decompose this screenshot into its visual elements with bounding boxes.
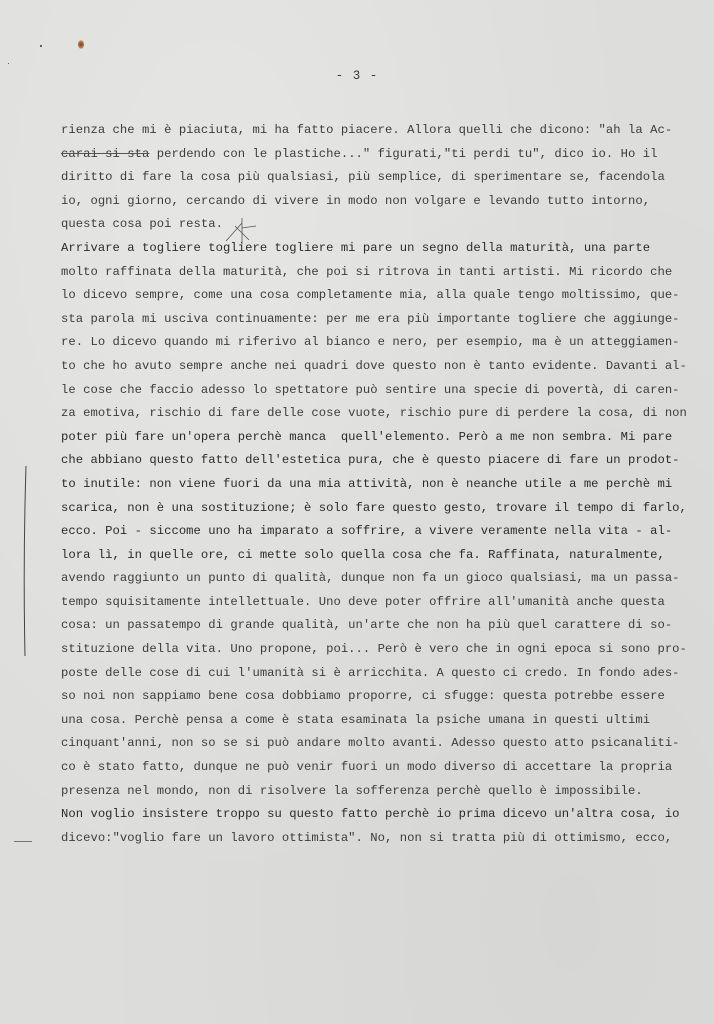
text-line: stituzione della vita. Uno propone, poi... Però è vero che in ogni epoca si sono pro- bbox=[61, 642, 687, 657]
text-line: tempo squisitamente intellettuale. Uno deve poter offrire all'umanità anche questa bbox=[61, 594, 665, 609]
margin-pencil-dash bbox=[14, 841, 32, 842]
text-line: questa cosa poi resta. bbox=[61, 217, 224, 232]
text-line: scarica, non è una sostituzione; è solo fare questo gesto, trovare il tempo di farlo, bbox=[61, 500, 687, 515]
text-line: Non voglio insistere troppo su questo fatto perchè io prima dicevo un'altra cosa, io bbox=[61, 807, 680, 822]
text-line-with-strikethrough bbox=[61, 143, 706, 167]
text-line: to inutile: non viene fuori da una mia attività, non è neanche utile a me perchè mi bbox=[61, 476, 673, 491]
text-line: poste delle cose di cui l'umanità si è arricchita. A questo ci credo. In fondo ades- bbox=[61, 665, 680, 680]
text-line: Arrivare a togliere togliere togliere mi pare un segno della maturità, una parte bbox=[61, 240, 651, 255]
text-line: presenza nel mondo, non di risolvere la sofferenza perchè quello è impossibile. bbox=[61, 783, 643, 798]
text-line: io, ogni giorno, cercando di vivere in modo non volgare e levando tutto intorno, bbox=[61, 193, 651, 208]
text-line: rienza che mi è piaciuta, mi ha fatto piacere. Allora quelli che dicono: "ah la Ac- bbox=[61, 123, 673, 137]
text-line: za emotiva, rischio di fare delle cose vuote, rischio pure di perdere la cosa, di non bbox=[61, 406, 687, 421]
handwritten-asterisk-icon bbox=[223, 216, 257, 246]
ink-speck bbox=[40, 45, 42, 47]
text-line: cosa: un passatempo di grande qualità, un'arte che non ha più quel carattere di so- bbox=[61, 618, 673, 633]
text-line: diritto di fare la cosa più qualsiasi, più semplice, di sperimentare se, facendola bbox=[61, 170, 665, 185]
text-line: le cose che faccio adesso lo spettatore può sentire una specie di povertà, di caren- bbox=[61, 382, 680, 397]
text-line: dicevo:"voglio fare un lavoro ottimista". No, non si tratta più di ottimismo, ecco, bbox=[61, 830, 673, 845]
text-line: so noi non sappiamo bene cosa dobbiamo proporre, ci sfugge: questa potrebbe essere bbox=[61, 689, 665, 704]
text-line: una cosa. Perchè pensa a come è stata esaminata la psiche umana in questi ultimi bbox=[61, 712, 651, 727]
text-line: sta parola mi usciva continuamente: per me era più importante togliere che aggiunge- bbox=[61, 311, 680, 326]
text-line: ecco. Poi - siccome uno ha imparato a soffrire, a vivere veramente nella vita - al- bbox=[61, 524, 673, 539]
ink-speck bbox=[8, 63, 9, 64]
struck-text: carai si sta bbox=[61, 146, 150, 161]
text-line: lora lì, in quelle ore, ci mette solo quella cosa che fa. Raffinata, naturalmente, bbox=[61, 547, 665, 562]
text-line: cinquant'anni, non so se si può andare molto avanti. Adesso questo atto psicanaliti- bbox=[61, 736, 680, 751]
text-line: re. Lo dicevo quando mi riferivo al bianco e nero, per esempio, ma è un atteggiamen- bbox=[61, 335, 680, 350]
rust-stain bbox=[78, 40, 84, 49]
text-line: molto raffinata della maturità, che poi si ritrova in tanti artisti. Mi ricordo che bbox=[61, 264, 673, 279]
body-text bbox=[61, 119, 706, 850]
text-line: avendo raggiunto un punto di qualità, dunque non fa un gioco qualsiasi, ma un passa- bbox=[61, 571, 680, 586]
text-line: to che ho avuto sempre anche nei quadri dove questo non è tanto evidente. Davanti al- bbox=[61, 358, 687, 373]
text-line: lo dicevo sempre, come una cosa completamente mia, alla quale tengo moltissimo, que- bbox=[61, 288, 680, 303]
text-line: poter più fare un'opera perchè manca quell'elemento. Però a me non sembra. Mi pare bbox=[61, 429, 673, 444]
text-line-remainder: perdendo con le plastiche..." figurati,"ti perdi tu", dico io. Ho il bbox=[149, 146, 658, 161]
text-line: co è stato fatto, dunque ne può venir fuori un modo diverso di accettare la propria bbox=[61, 760, 673, 775]
text-line: che abbiano questo fatto dell'estetica pura, che è questo piacere di fare un prodot- bbox=[61, 453, 680, 468]
margin-pencil-line bbox=[22, 466, 28, 656]
page-number: - 3 - bbox=[335, 69, 379, 83]
